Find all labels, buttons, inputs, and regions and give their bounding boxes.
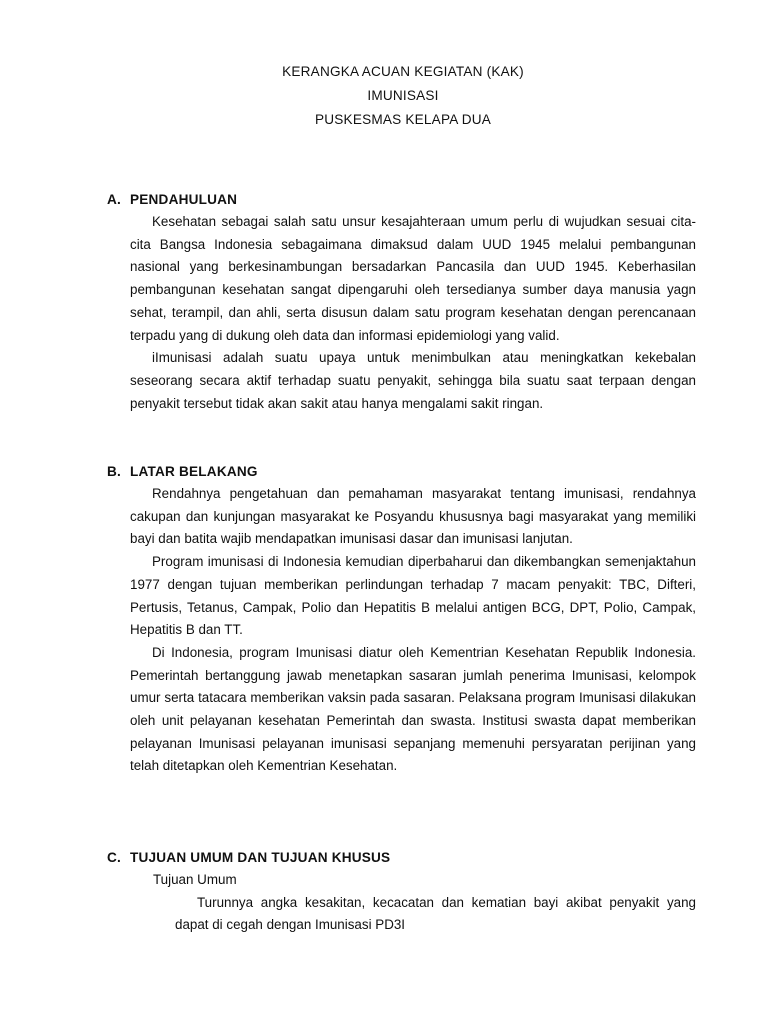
- section-letter: C.: [107, 850, 121, 865]
- section-title: PENDAHULUAN: [130, 192, 238, 207]
- section-latar-belakang: [107, 460, 696, 778]
- paragraph: Turunnya angka kesakitan, kecacatan dan kematian bayi akibat penyakit yang dapat di cegah dengan Imunisasi PD3I: [175, 894, 696, 933]
- section-title: TUJUAN UMUM DAN TUJUAN KHUSUS: [130, 850, 391, 865]
- section-heading: [107, 188, 696, 211]
- subsection-tujuan-umum: [107, 869, 696, 937]
- paragraph: Program imunisasi di Indonesia kemudian diperbaharui dan dikembangkan semenjaktahun 1977 dengan tujuan memberikan perlindungan terhadap 7 macam penyakit: TBC, Difteri, Pertusis, Tetanus, Campak, Polio dan Hepatitis B melalui antigen BCG, DPT, Polio, Campak, Hepatitis B dan TT.: [130, 554, 696, 638]
- section-heading: [107, 846, 696, 869]
- paragraph: iImunisasi adalah suatu upaya untuk menimbulkan atau meningkatkan kekebalan seseorang secara aktif terhadap suatu penyakit, sehingga bila suatu saat terpaan dengan penyakit tersebut tidak akan sakit atau hanya mengalami sakit ringan.: [130, 350, 696, 411]
- title-line-2: IMUNISASI: [367, 88, 439, 103]
- paragraph: Di Indonesia, program Imunisasi diatur oleh Kementrian Kesehatan Republik Indonesia. Pemerintah bertanggung jawab menetapkan sasaran jumlah penerima Imunisasi, kelompok umur serta tatacara memberikan vaksin pada sasaran. Pelaksana program Imunisasi dilakukan oleh unit pelayanan kesehatan Pemerintah dan swasta. Institusi swasta dapat memberikan pelayanan Imunisasi pelayanan imunisasi sepanjang memenuhi persyaratan perijinan yang telah ditetapkan oleh Kementrian Kesehatan.: [130, 644, 696, 774]
- paragraph: Rendahnya pengetahuan dan pemahaman masyarakat tentang imunisasi, rendahnya cakupan dan kunjungan masyarakat ke Posyandu khususnya bagi masyarakat yang memiliki bayi dan batita wajib mendapatkan imunisasi dasar dan imunisasi lanjutan.: [130, 486, 696, 547]
- section-title: LATAR BELAKANG: [130, 464, 258, 479]
- subsection-label: Tujuan Umum: [153, 872, 237, 887]
- document-title: [0, 60, 768, 132]
- section-letter: B.: [107, 464, 121, 479]
- section-letter: A.: [107, 192, 121, 207]
- section-heading: [107, 460, 696, 483]
- title-line-1: KERANGKA ACUAN KEGIATAN (KAK): [282, 64, 524, 79]
- section-tujuan: [107, 846, 696, 869]
- paragraph: Kesehatan sebagai salah satu unsur kesajahteraan umum perlu di wujudkan sesuai cita-cita Bangsa Indonesia sebagaimana dimaksud dalam UUD 1945 melalui pembangunan nasional yang berkesinambungan bersadarkan Pancasila dan UUD 1945. Keberhasilan pembangunan kesehatan sangat dipengaruhi oleh tersedianya sumber daya manusia yagn sehat, terampil, dan ahli, serta disusun dalam satu program kesehatan dengan perencanaan terpadu yang di dukung oleh data dan informasi epidemiologi yang valid.: [130, 214, 696, 343]
- section-pendahuluan: [107, 188, 696, 415]
- title-line-3: PUSKESMAS KELAPA DUA: [315, 112, 491, 127]
